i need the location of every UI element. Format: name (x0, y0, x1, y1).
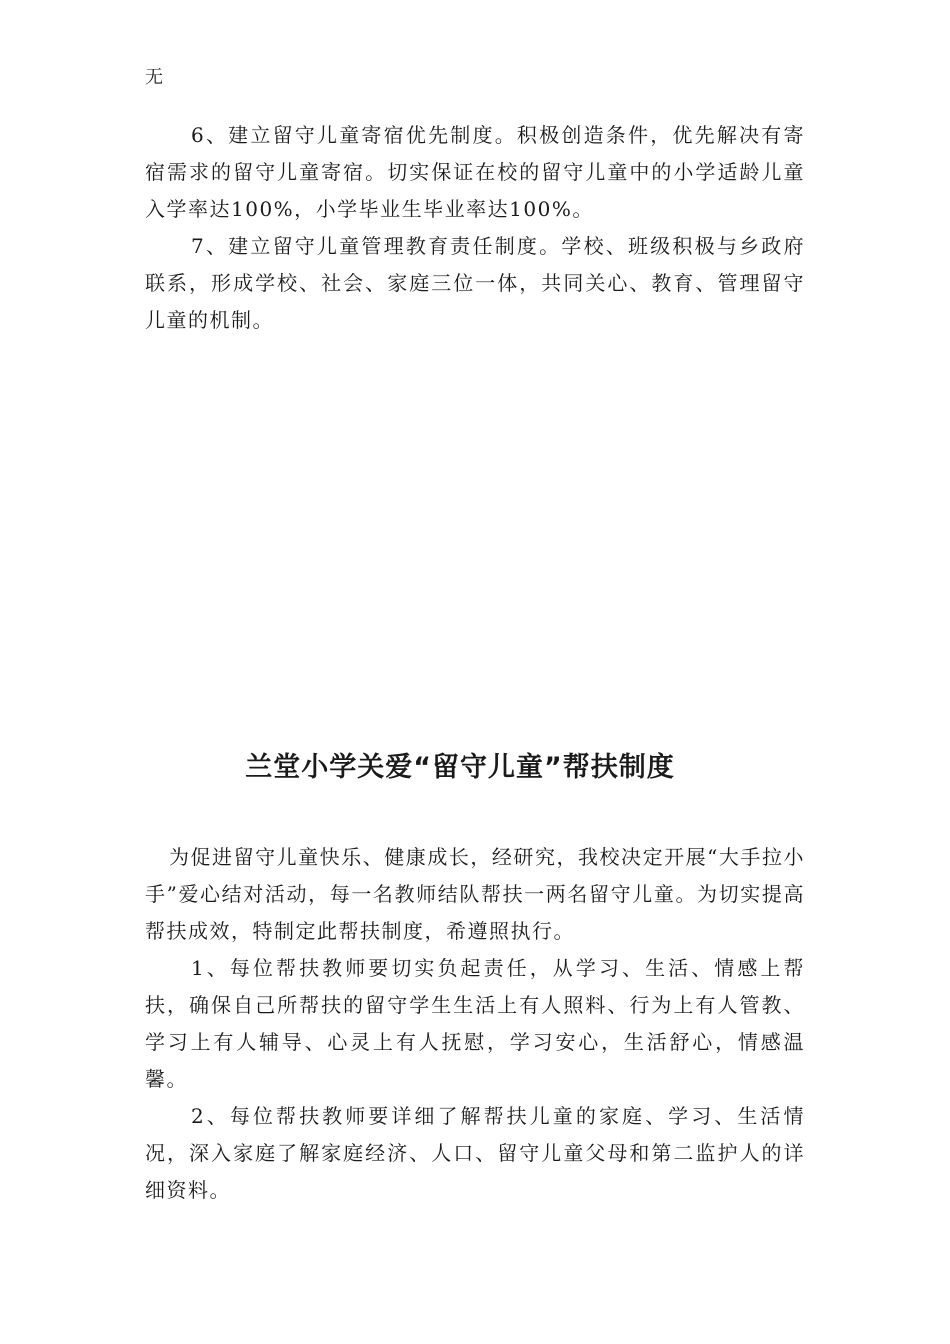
paragraph-item-2: 2、每位帮扶教师要详细了解帮扶儿童的家庭、学习、生活情况，深入家庭了解家庭经济、人口、留守儿童父母和第二监护人的详细资料。 (145, 1104, 805, 1202)
paragraph-item-1: 1、每位帮扶教师要切实负起责任，从学习、生活、情感上帮扶，确保自己所帮扶的留守学生生活上有人照料、行为上有人管教、学习上有人辅导、心灵上有人抚慰，学习安心，生活舒心，情感温馨。 (145, 956, 805, 1091)
paragraph-item-7: 7、建立留守儿童管理教育责任制度。学校、班级积极与乡政府联系，形成学校、社会、家庭三位一体，共同关心、教育、管理留守儿童的机制。 (145, 234, 805, 332)
paragraph-item-6: 6、建立留守儿童寄宿优先制度。积极创造条件，优先解决有寄宿需求的留守儿童寄宿。切实保证在校的留守儿童中的小学适龄儿童入学率达100%，小学毕业生毕业率达100%。 (145, 123, 805, 221)
bottom-section (145, 839, 805, 1209)
intro-paragraph: 为促进留守儿童快乐、健康成长，经研究，我校决定开展“大手拉小手”爱心结对活动，每一名教师结队帮扶一两名留守儿童。为切实提高帮扶成效，特制定此帮扶制度，希遵照执行。 (145, 845, 805, 943)
top-section (145, 117, 805, 339)
header-text: 无 (145, 67, 164, 88)
document-title: 兰堂小学关爱“留守儿童”帮扶制度 (245, 752, 675, 783)
